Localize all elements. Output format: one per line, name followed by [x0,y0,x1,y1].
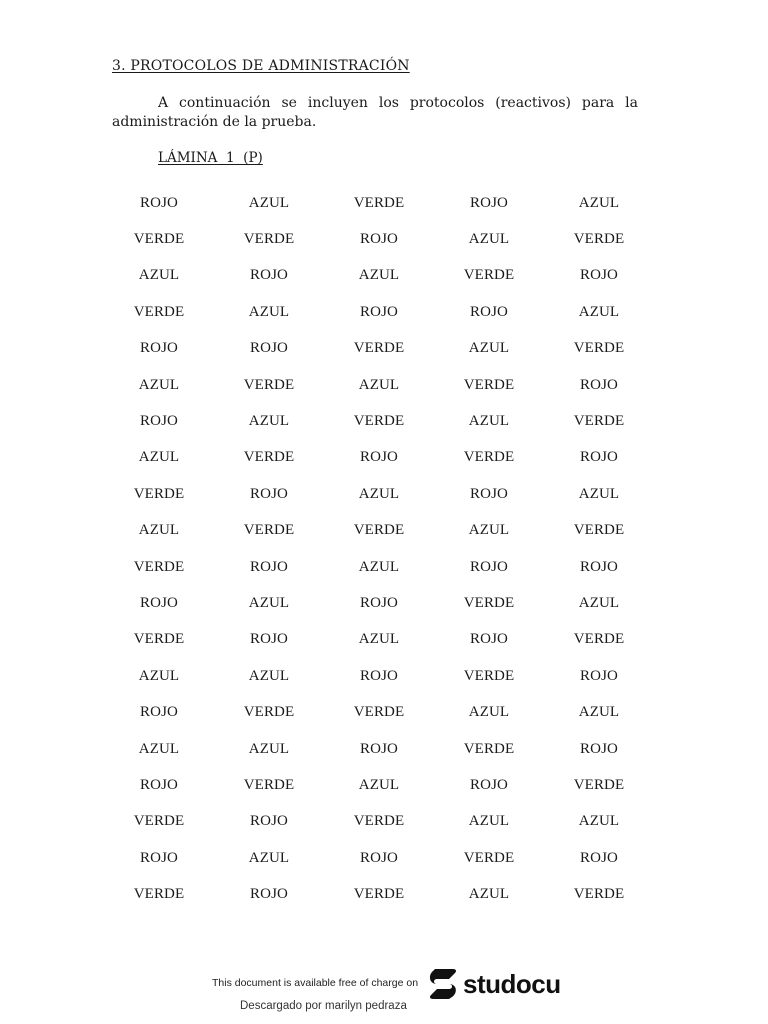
grid-cell: AZUL [138,267,180,284]
grid-cell: VERDE [573,522,625,539]
grid-cell: ROJO [580,667,618,684]
grid-cell: VERDE [133,631,185,648]
grid-row [104,367,654,403]
grid-cell: VERDE [243,776,295,793]
grid-cell: VERDE [463,267,515,284]
grid-cell: ROJO [360,449,398,466]
grid-cell: AZUL [358,558,400,575]
grid-cell: VERDE [133,303,185,320]
grid-cell: ROJO [470,194,508,211]
studocu-logo-icon [427,967,459,1001]
grid-cell: ROJO [470,776,508,793]
grid-cell: AZUL [468,813,510,830]
grid-cell: ROJO [580,740,618,757]
grid-cell: VERDE [243,522,295,539]
grid-row [104,658,654,694]
grid-cell: VERDE [353,340,405,357]
grid-row [104,840,654,876]
grid-row [104,403,654,439]
grid-cell: ROJO [250,631,288,648]
grid-cell: ROJO [250,267,288,284]
availability-note: This document is available free of charge on [212,977,419,989]
grid-cell: ROJO [360,231,398,248]
grid-row [104,549,654,585]
grid-cell: ROJO [250,813,288,830]
grid-cell: VERDE [573,413,625,430]
grid-row [104,694,654,730]
grid-row [104,476,654,512]
grid-cell: ROJO [140,594,178,611]
grid-cell: AZUL [358,376,400,393]
grid-row [104,731,654,767]
grid-cell: ROJO [140,413,178,430]
grid-cell: VERDE [573,631,625,648]
grid-row [104,622,654,658]
grid-cell: AZUL [248,740,290,757]
grid-cell: AZUL [248,194,290,211]
grid-cell: VERDE [463,667,515,684]
grid-cell: ROJO [470,558,508,575]
grid-cell: VERDE [133,485,185,502]
grid-cell: AZUL [468,413,510,430]
grid-cell: ROJO [140,776,178,793]
grid-cell: AZUL [578,194,620,211]
grid-row [104,767,654,803]
grid-cell: VERDE [573,340,625,357]
grid-row [104,221,654,257]
grid-cell: ROJO [250,886,288,903]
grid-cell: AZUL [468,231,510,248]
grid-row [104,585,654,621]
grid-cell: AZUL [358,776,400,793]
grid-cell: ROJO [360,667,398,684]
grid-cell: ROJO [580,558,618,575]
grid-cell: ROJO [250,558,288,575]
sheet-title: LÁMINA 1 (P) [158,150,263,166]
grid-cell: AZUL [248,413,290,430]
grid-row [104,185,654,221]
grid-cell: AZUL [248,667,290,684]
grid-cell: VERDE [353,413,405,430]
grid-cell: ROJO [580,449,618,466]
grid-cell: AZUL [248,594,290,611]
grid-cell: AZUL [578,485,620,502]
grid-cell: AZUL [248,303,290,320]
grid-cell: AZUL [138,376,180,393]
grid-row [104,440,654,476]
grid-cell: ROJO [470,485,508,502]
grid-cell: AZUL [138,667,180,684]
section-title: 3. PROTOCOLOS DE ADMINISTRACIÓN [112,58,410,74]
grid-cell: AZUL [138,449,180,466]
grid-cell: AZUL [468,340,510,357]
grid-cell: AZUL [248,849,290,866]
grid-cell: ROJO [360,849,398,866]
grid-cell: VERDE [463,740,515,757]
grid-cell: ROJO [360,303,398,320]
grid-cell: AZUL [468,522,510,539]
grid-cell: VERDE [353,522,405,539]
grid-cell: VERDE [353,813,405,830]
grid-cell: AZUL [578,303,620,320]
grid-cell: AZUL [358,485,400,502]
grid-row [104,513,654,549]
grid-cell: ROJO [140,704,178,721]
grid-cell: VERDE [573,231,625,248]
grid-cell: ROJO [470,303,508,320]
grid-cell: VERDE [133,886,185,903]
grid-row [104,331,654,367]
grid-row [104,876,654,912]
grid-row [104,294,654,330]
grid-cell: ROJO [580,267,618,284]
grid-row [104,258,654,294]
grid-row [104,804,654,840]
grid-cell: ROJO [140,849,178,866]
grid-cell: AZUL [578,594,620,611]
grid-cell: AZUL [358,631,400,648]
grid-cell: VERDE [463,376,515,393]
grid-cell: AZUL [468,704,510,721]
download-note: Descargado por marilyn pedraza [240,1000,407,1012]
grid-cell: AZUL [138,522,180,539]
grid-cell: VERDE [353,886,405,903]
grid-cell: AZUL [468,886,510,903]
grid-cell: ROJO [470,631,508,648]
grid-cell: VERDE [353,194,405,211]
grid-cell: VERDE [463,594,515,611]
grid-cell: VERDE [133,231,185,248]
grid-cell: VERDE [463,449,515,466]
grid-cell: VERDE [133,558,185,575]
grid-cell: VERDE [243,449,295,466]
grid-cell: VERDE [243,231,295,248]
grid-cell: ROJO [360,594,398,611]
grid-cell: AZUL [578,704,620,721]
grid-cell: ROJO [580,849,618,866]
word-grid [104,185,654,913]
grid-cell: AZUL [358,267,400,284]
grid-cell: VERDE [353,704,405,721]
grid-cell: ROJO [250,340,288,357]
grid-cell: VERDE [573,776,625,793]
grid-cell: ROJO [250,485,288,502]
studocu-brand[interactable] [427,965,561,1003]
grid-cell: ROJO [140,340,178,357]
grid-cell: VERDE [463,849,515,866]
grid-cell: AZUL [578,813,620,830]
grid-cell: VERDE [243,376,295,393]
grid-cell: ROJO [580,376,618,393]
grid-cell: VERDE [243,704,295,721]
brand-name: studocu [463,969,561,999]
intro-paragraph: A continuación se incluyen los protocolos (reactivos) para la administración de la prueba. [112,95,638,130]
grid-cell: ROJO [140,194,178,211]
grid-cell: ROJO [360,740,398,757]
grid-cell: VERDE [573,886,625,903]
grid-cell: AZUL [138,740,180,757]
grid-cell: VERDE [133,813,185,830]
